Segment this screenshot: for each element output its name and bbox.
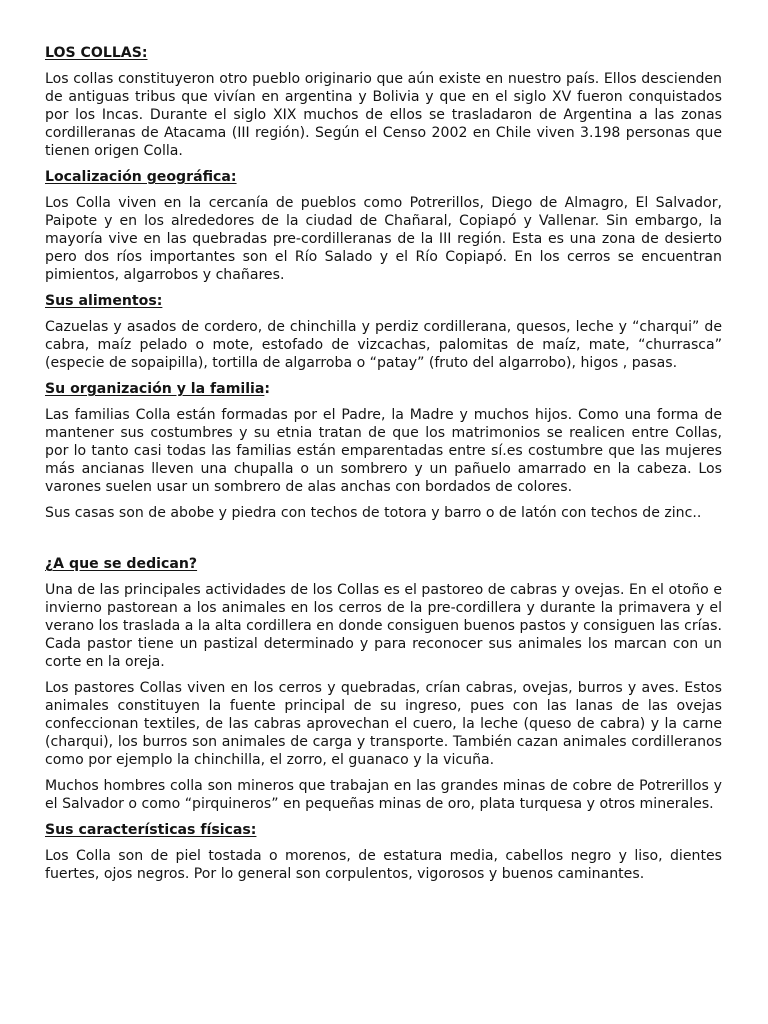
paragraph: Sus casas son de abobe y piedra con techos de totora y barro o de latón con techos de zinc..	[45, 505, 702, 521]
paragraph: Las familias Colla están formadas por el Padre, la Madre y muchos hijos. Como una forma de mantener sus costumbres y su etnia tratan de que los matrimonios se realicen entre Collas, por lo tanto casi todas las familias están emparentadas entre sí.es costumbre que las mujeres más ancianas lleven una chupalla o un sombrero y un pañuelo amarrado en la cabeza. Los varones suelen usar un sombrero de alas anchas con bordados de colores.	[45, 407, 722, 495]
section-alimentos	[45, 292, 722, 372]
section-dedicacion	[45, 555, 722, 813]
heading-suffix: :	[264, 381, 271, 397]
spacer	[45, 530, 722, 555]
paragraph: Los pastores Collas viven en los cerros y quebradas, crían cabras, ovejas, burros y aves. Estos animales constituyen la fuente principal de su ingreso, pues con las lanas de las ovejas confeccionan textiles, de las cabras aprovechan el cuero, la leche (queso de cabra) y la carne (charqui), los burros son animales de carga y transporte. También cazan animales cordilleranos como por ejemplo la chinchilla, el zorro, el guanaco y la vicuña.	[45, 680, 722, 768]
section-heading: Sus características físicas:	[45, 822, 257, 838]
section-caracteristicas	[45, 821, 722, 883]
section-organizacion	[45, 380, 722, 522]
section-localizacion	[45, 168, 722, 284]
paragraph: Los collas constituyeron otro pueblo originario que aún existe en nuestro país. Ellos descienden de antiguas tribus que vivían en argentina y Bolivia y que en el siglo XV fueron conquistados por los Incas. Durante el siglo XIX muchos de ellos se trasladaron de Argentina a las zonas cordilleranas de Atacama (III región). Según el Censo 2002 en Chile viven 3.198 personas que tienen origen Colla.	[45, 71, 722, 159]
paragraph: Muchos hombres colla son mineros que trabajan en las grandes minas de cobre de Potrerillos y el Salvador o como “pirquineros” en pequeñas minas de oro, plata turquesa y otros minerales.	[45, 778, 722, 812]
document-page	[45, 44, 722, 891]
paragraph: Los Colla son de piel tostada o morenos, de estatura media, cabellos negro y liso, dientes fuertes, ojos negros. Por lo general son corpulentos, vigorosos y buenos caminantes.	[45, 848, 722, 882]
section-heading: Sus alimentos:	[45, 293, 163, 309]
paragraph: Cazuelas y asados de cordero, de chinchilla y perdiz cordillerana, quesos, leche y “charqui” de cabra, maíz pelado o mote, estofado de vizcachas, palomitas de maíz, mate, “churrasca” (especie de sopaipilla), tortilla de algarroba o “patay” (fruto del algarrobo), higos , pasas.	[45, 319, 722, 371]
section-heading: ¿A que se dedican?	[45, 556, 198, 572]
paragraph: Una de las principales actividades de los Collas es el pastoreo de cabras y ovejas. En el otoño e invierno pastorean a los animales en los cerros de la pre-cordillera y durante la primavera y el verano los traslada a la alta cordillera en donde consiguen buenos pastos y consiguen las crías. Cada pastor tiene un pastizal determinado y para reconocer sus animales los marcan con un corte en la oreja.	[45, 582, 722, 670]
section-heading: LOS COLLAS:	[45, 45, 148, 61]
section-los-collas	[45, 44, 722, 160]
section-heading: Su organización y la familia	[45, 381, 265, 397]
section-heading: Localización geográfica:	[45, 169, 237, 185]
paragraph: Los Colla viven en la cercanía de pueblos como Potrerillos, Diego de Almagro, El Salvador, Paipote y en los alrededores de la ciudad de Chañaral, Copiapó y Vallenar. Sin embargo, la mayoría vive en las quebradas pre-cordilleranas de la III región. Esta es una zona de desierto pero dos ríos importantes son el Río Salado y el Río Copiapó. En los cerros se encuentran pimientos, algarrobos y chañares.	[45, 195, 722, 283]
